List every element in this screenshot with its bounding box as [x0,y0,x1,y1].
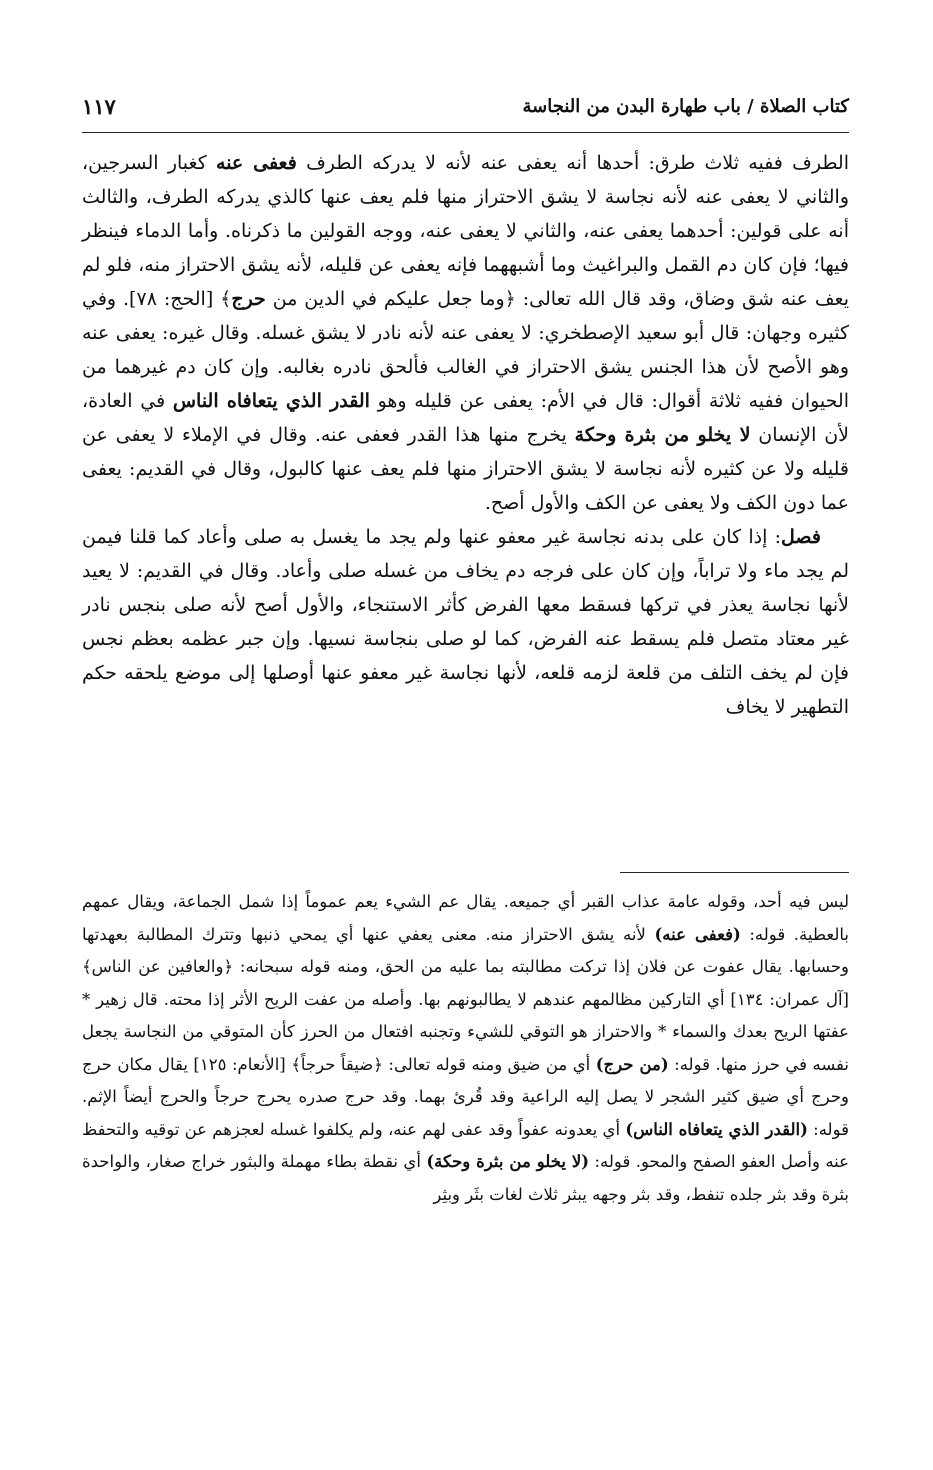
text-run: ﴾ [الحج: ٧٨]. وفي كثيره وجهان: قال أبو سعيد الإصطخري: لا يعفى عنه لأنه نادر لا يشق غسله. وقال غيره: يعفى عنه وهو الأصح لأن هذا الجنس يشق الاحتراز في الغالب فألحق نادره بغالبه. وإن كان دم غيرهما من الحيوان ففيه ثلاثة أقوال: قال في الأم: يعفى عن قليله وهو [82,288,849,412]
bold-term: حرج [231,288,266,310]
text-run: في العادة، لأن الإنسان [82,390,850,446]
page-number: ١١٧ [82,94,116,119]
running-title: كتاب الصلاة / باب طهارة البدن من النجاسة [522,96,849,117]
header-rule [82,132,849,133]
bold-term: (فعفى عنه) [654,924,741,944]
bold-term: (القدر الذي يتعافاه الناس) [625,1119,808,1139]
footnote-paragraph [82,886,849,1211]
bold-term: (لا يخلو من بثرة وحكة) [426,1152,590,1171]
text-run: لأنه يشق الاحتراز منه. معنى يعفي عنها أي يمحي ذنبها وتترك المطالبة بعهدتها وحسابها. يقال عفوت عن فلان إذا تركت مطالبته بما عليه من الحق، ومنه قوله سبحانه: ﴿والعافين عن الناس﴾ [آل عمران: ١٣٤] أي التاركين مظالمهم عندهم لا يطالبونهم بها. وأصله من عفت الريح الأثر إذا محته. قال زهير * عفتها الريح بعدك والسماء * والاحتراز هو التوقي للشيء وتجنبه افتعال من الحرز كأن المتوقي من النجاسة يجعل نفسه في حرز منها. قوله: [82,924,849,1074]
text-run: أي يعدونه عفواً وقد عفى لهم عنه، ولم يكلفوا غسله لعجزهم عن توقيه والتحفظ عنه وأصل العفو الصفح والمحو. قوله: [82,1119,849,1171]
main-text [82,146,849,724]
section-label: فصل [781,526,821,548]
page-header [82,94,849,124]
text-run: الطرف ففيه ثلاث طرق: أحدها أنه يعفى عنه لأنه لا يدركه الطرف [296,152,849,174]
text-run: ليس فيه أحد، وقوله عامة عذاب القبر أي جميعه. يقال عم الشيء يعم عموماً إذا شمل الجماعة، ويقال عمهم بالعطية. قوله: [82,892,850,944]
text-run: يخرج منها هذا القدر فعفى عنه. وقال في الإملاء لا يعفى عن قليله ولا عن كثيره لأنه نجاسة لا يشق الاحتراز منها فلم يعف عنها كالبول، وقال في القديم: يعفى عما دون الكف ولا يعفى عن الكف والأول أصح. [82,424,849,514]
footnotes [82,886,849,1211]
footnote-rule [620,872,849,873]
main-paragraph-1 [82,146,849,520]
text-run: أي نقطة بطاء مهملة والبثور خراج صغار، والواحدة بثرة وقد بثر جلده تنفط، وقد بثر وجهه يبثر ثلاث لغات بثَر وبثِر [82,1152,849,1204]
text-run: : إذا كان على بدنه نجاسة غير معفو عنها ولم يجد ما يغسل به صلى وأعاد كما قلنا فيمن لم يجد ماء ولا تراباً، وإن كان على فرجه دم يخاف من غسله صلى وأعاد. وقال في القديم: لا يعيد لأنها نجاسة يعذر في تركها فسقط معها الفرض كأثر الاستنجاء، والأول أصح لأنه صلى بنجس نادر غير معتاد متصل فلم يسقط عنه الفرض، كما لو صلى بنجاسة نسيها. وإن جبر عظمه بعظم نجس فإن لم يخف التلف من قلعة لزمه قلعه، لأنها نجاسة غير معفو عنها أوصلها إلى موضع يلحقه حكم التطهير لا يخاف [82,526,849,718]
main-paragraph-2 [82,520,849,724]
text-run: أي من ضيق ومنه قوله تعالى: ﴿ضيقاً حرجاً﴾ [الأنعام: ١٢٥] يقال مكان حرج وحرج أي ضيق كثير الشجر لا يصل إليه الراعية وقد قُرئ بهما. وقد حرج صدره يحرج حرجاً والحرج أيضاً الإثم. قوله: [82,1054,849,1139]
bold-term: لا يخلو من بثرة وحكة [574,424,751,446]
bold-term: القدر الذي يتعافاه الناس [172,390,370,412]
text-run: كغبار السرجين، والثاني لا يعفى عنه لأنه نجاسة لا يشق الاحتراز منها فلم يعف عنها كالذي يدركه الطرف، والثالث أنه على قولين: أحدهما يعفى عنه، والثاني لا يعفى عنه، ووجه القولين ما ذكرناه. وأما الدماء فينظر فيها؛ فإن كان دم القمل والبراغيث وما أشبههما فإنه يعفى عن قليله، لأنه يشق الاحتراز منه، فلو لم يعف عنه شق وضاق، وقد قال الله تعالى: ﴿وما جعل عليكم في الدين من [82,152,850,310]
bold-term: فعفى عنه [216,152,297,174]
bold-term: (من حرج) [595,1054,669,1074]
